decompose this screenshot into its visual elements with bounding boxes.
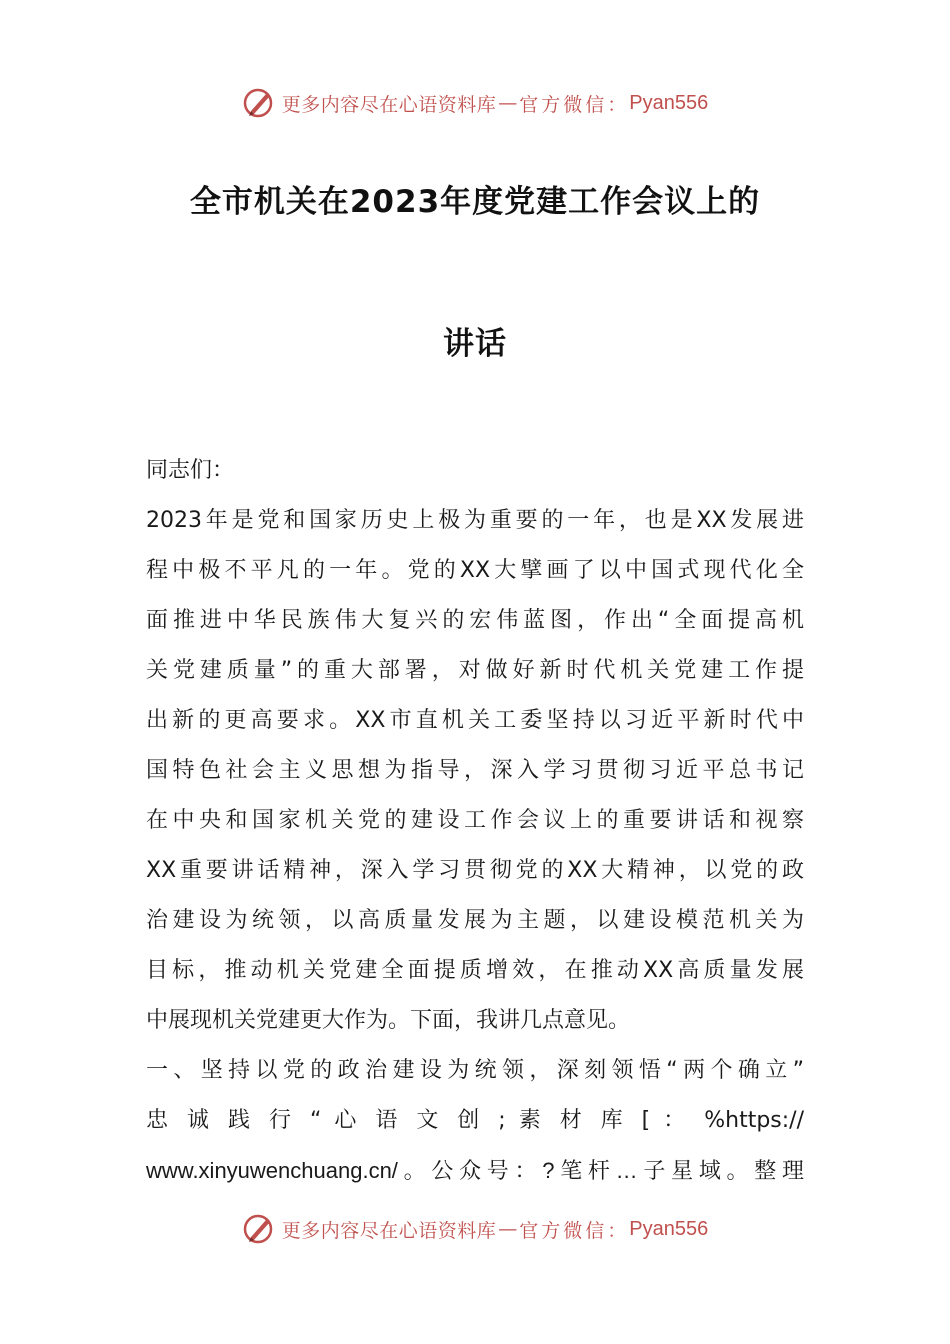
greeting: 同志们： (146, 458, 235, 483)
body-line: 关党建质量”的重大部署，对做好新时代机关党建工作提 (146, 658, 804, 683)
document-title-line1: 全市机关在2023年度党建工作会议上的 (189, 184, 761, 220)
document-title-line2: 讲话 (443, 326, 507, 362)
banner-separator: — (498, 1218, 518, 1240)
banner-wechat-label: 官方微信： (519, 93, 630, 116)
body-line: 在中央和国家机关党的建设工作会议上的重要讲话和视察 (146, 808, 804, 833)
body-line: 面推进中华民族伟大复兴的宏伟蓝图，作出“全面提高机 (146, 608, 804, 633)
footer-watermark-banner (0, 1209, 950, 1249)
body-line: 国特色社会主义思想为指导，深入学习贯彻习近平总书记 (146, 758, 804, 783)
section-heading: 一、坚持以党的政治建设为统领，深刻领悟“两个确立” (146, 1058, 804, 1083)
banner-wechat-label: 官方微信： (519, 1219, 630, 1242)
body-line: 目标，推动机关党建全面提质增效，在推动XX高质量发展 (146, 958, 804, 983)
banner-separator: — (498, 92, 518, 114)
pen-logo-icon (242, 1212, 276, 1246)
body-line: 中展现机关党建更大作为。下面，我讲几点意见。 (146, 1008, 631, 1033)
document-body (146, 446, 804, 1196)
body-line: 治建设为统领，以高质量发展为主题，以建设模范机关为 (146, 908, 804, 933)
banner-wechat-id: Pyan556 (629, 91, 709, 114)
banner-wechat-id: Pyan556 (629, 1217, 709, 1240)
watermark-url-line: www.xinyuwenchuang.cn/。公众号：?笔杆…子星域。整理 (146, 1158, 804, 1183)
banner-text: 更多内容尽在心语资料库 (281, 1219, 497, 1242)
body-line: 出新的更高要求。XX市直机关工委坚持以习近平新时代中 (146, 708, 804, 733)
watermark-line: 忠 诚 践 行 “ 心 语 文 创 ; 素 材 库 [ ： %https:// (146, 1108, 804, 1133)
header-watermark-banner (0, 83, 950, 123)
pen-logo-icon (242, 86, 276, 120)
body-line: XX重要讲话精神，深入学习贯彻党的XX大精神，以党的政 (146, 858, 804, 883)
body-line: 2023年是党和国家历史上极为重要的一年，也是XX发展进 (146, 508, 804, 533)
body-line: 程中极不平凡的一年。党的XX大擘画了以中国式现代化全 (146, 558, 804, 583)
banner-text: 更多内容尽在心语资料库 (281, 93, 497, 116)
